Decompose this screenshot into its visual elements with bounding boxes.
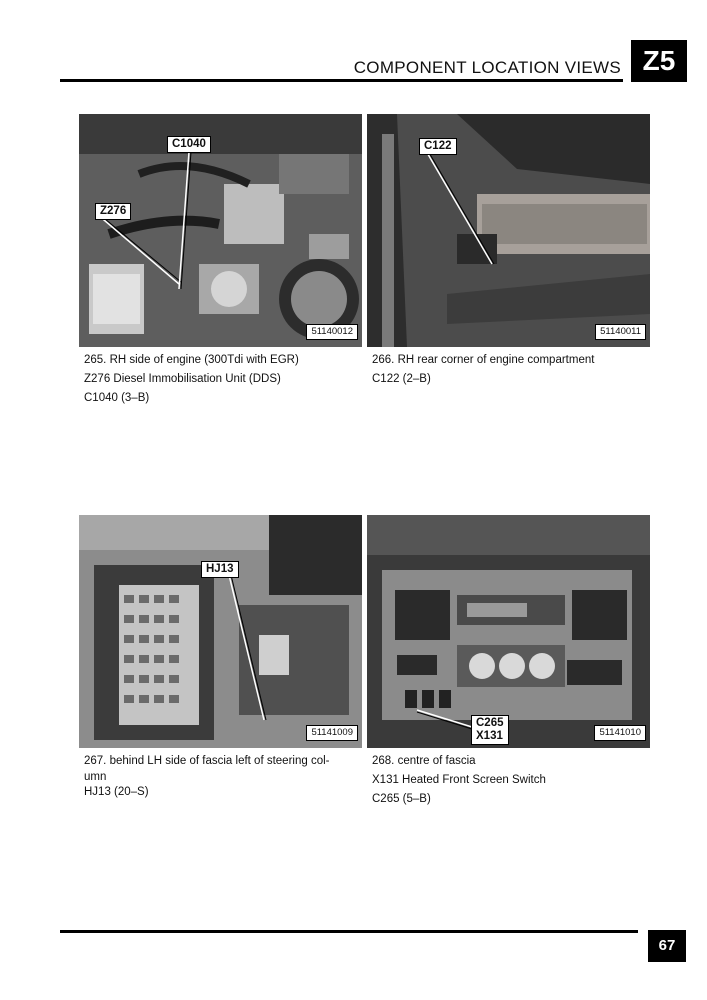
figure-ref-51141010: 51141010 — [594, 725, 646, 741]
section-badge: Z5 — [631, 40, 687, 82]
fuse-box-illustration — [79, 515, 362, 748]
caption-line: 266. RH rear corner of engine compartment — [372, 354, 595, 366]
caption-266 — [372, 351, 594, 389]
figure-ref-51141009: 51141009 — [306, 725, 358, 741]
photo-267-fascia-lh — [79, 515, 362, 748]
page-header-title: COMPONENT LOCATION VIEWS — [353, 58, 621, 77]
photo-265-engine-rh — [79, 114, 362, 347]
caption-line: C1040 (3–B) — [84, 392, 150, 404]
caption-line: C265 (5–B) — [372, 793, 431, 805]
callout-c265-x131 — [471, 715, 509, 745]
callout-z276: Z276 — [95, 203, 131, 220]
caption-line: 267. behind LH side of fascia left of steering col- — [84, 755, 330, 767]
caption-267 — [84, 752, 329, 802]
photo-268-centre-fascia — [367, 515, 650, 748]
caption-line: 268. centre of fascia — [372, 755, 476, 767]
callout-x131: X131 — [476, 730, 503, 742]
caption-line: Z276 Diesel Immobilisation Unit (DDS) — [84, 373, 281, 385]
caption-268 — [372, 752, 546, 809]
caption-line: X131 Heated Front Screen Switch — [372, 774, 546, 786]
caption-265 — [84, 351, 299, 408]
caption-line: 265. RH side of engine (300Tdi with EGR) — [84, 354, 299, 366]
engine-compartment-illustration — [367, 114, 650, 347]
page-number: 67 — [648, 930, 686, 962]
dashboard-illustration — [367, 515, 650, 748]
caption-line: HJ13 (20–S) — [84, 786, 149, 798]
figure-ref-51140012: 51140012 — [306, 324, 358, 340]
callout-hj13: HJ13 — [201, 561, 239, 578]
caption-line: C122 (2–B) — [372, 373, 431, 385]
callout-c122: C122 — [419, 138, 457, 155]
photo-266-engine-rear-corner — [367, 114, 650, 347]
figure-ref-51140011: 51140011 — [595, 324, 646, 340]
callout-c1040: C1040 — [167, 136, 211, 153]
footer-rule — [60, 930, 638, 933]
callout-c265: C265 — [476, 717, 504, 729]
header-rule — [60, 79, 623, 82]
caption-line: umn — [84, 771, 107, 783]
engine-photo-illustration — [79, 114, 362, 347]
